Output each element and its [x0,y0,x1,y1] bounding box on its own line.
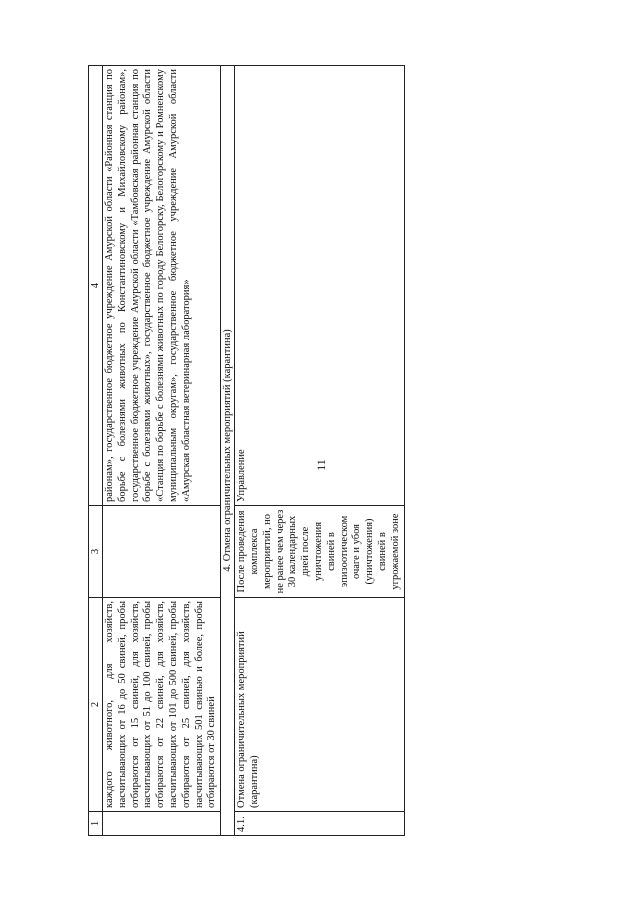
header-col-4: 4 [89,66,103,506]
row-term: После проведения комплекса мероприятий, но не ранее чем через 30 календарных дней после уничтожения свиней в эпизоотическом очаге и убоя (уничтожения) свиней в угрожаемой зоне [235,506,404,598]
table-header-row [89,66,103,836]
cell-term [103,506,221,598]
row-number: 4.1. [235,812,404,836]
measures-table [88,65,405,836]
cell-responsible: районам», государственное бюджетное учреждение Амурской области «Районная станция по борьбе с болезнями животных по Константиновскому и Михайловскому районам», государственное бюджетное учреждение Амурской области «Тамбовская районная станция по борьбе с болезнями животных», государственное бюджетное учреждение Амурской области «Станция по борьбе с болезнями животных по городу Белогорску, Белогорскому и Ромненскому муниципальным округам», государственное бюджетное учреждение Амурской области «Амурская областная ветеринарная лаборатория» [103,66,221,506]
section-row [221,66,235,836]
section-title: 4. Отмена ограничительных мероприятий (карантина) [221,66,235,836]
header-col-3: 3 [89,506,103,598]
table-row [235,66,404,836]
row-measure: Отмена ограничительных мероприятий (карантина) [235,598,404,812]
cell-measure: каждого животного, для хозяйств, насчитывающих от 16 до 50 свиней, пробы отбираются от 15 свиней, для хозяйств, насчитывающих от 51 до 100 свиней, пробы отбираются от 22 свиней, для хозяйств, насчитывающих от 101 до 500 свиней, пробы отбираются от 25 свиней, для хозяйств, насчитывающих 501 свинью и более, пробы отбираются от 30 свиней [103,598,221,812]
header-col-1: 1 [89,812,103,836]
rotated-table-area [88,66,401,836]
page-number: 11 [314,459,328,471]
header-col-2: 2 [89,598,103,812]
cell-number [103,812,221,836]
row-responsible: Управление [235,66,404,506]
table-row [103,66,221,836]
